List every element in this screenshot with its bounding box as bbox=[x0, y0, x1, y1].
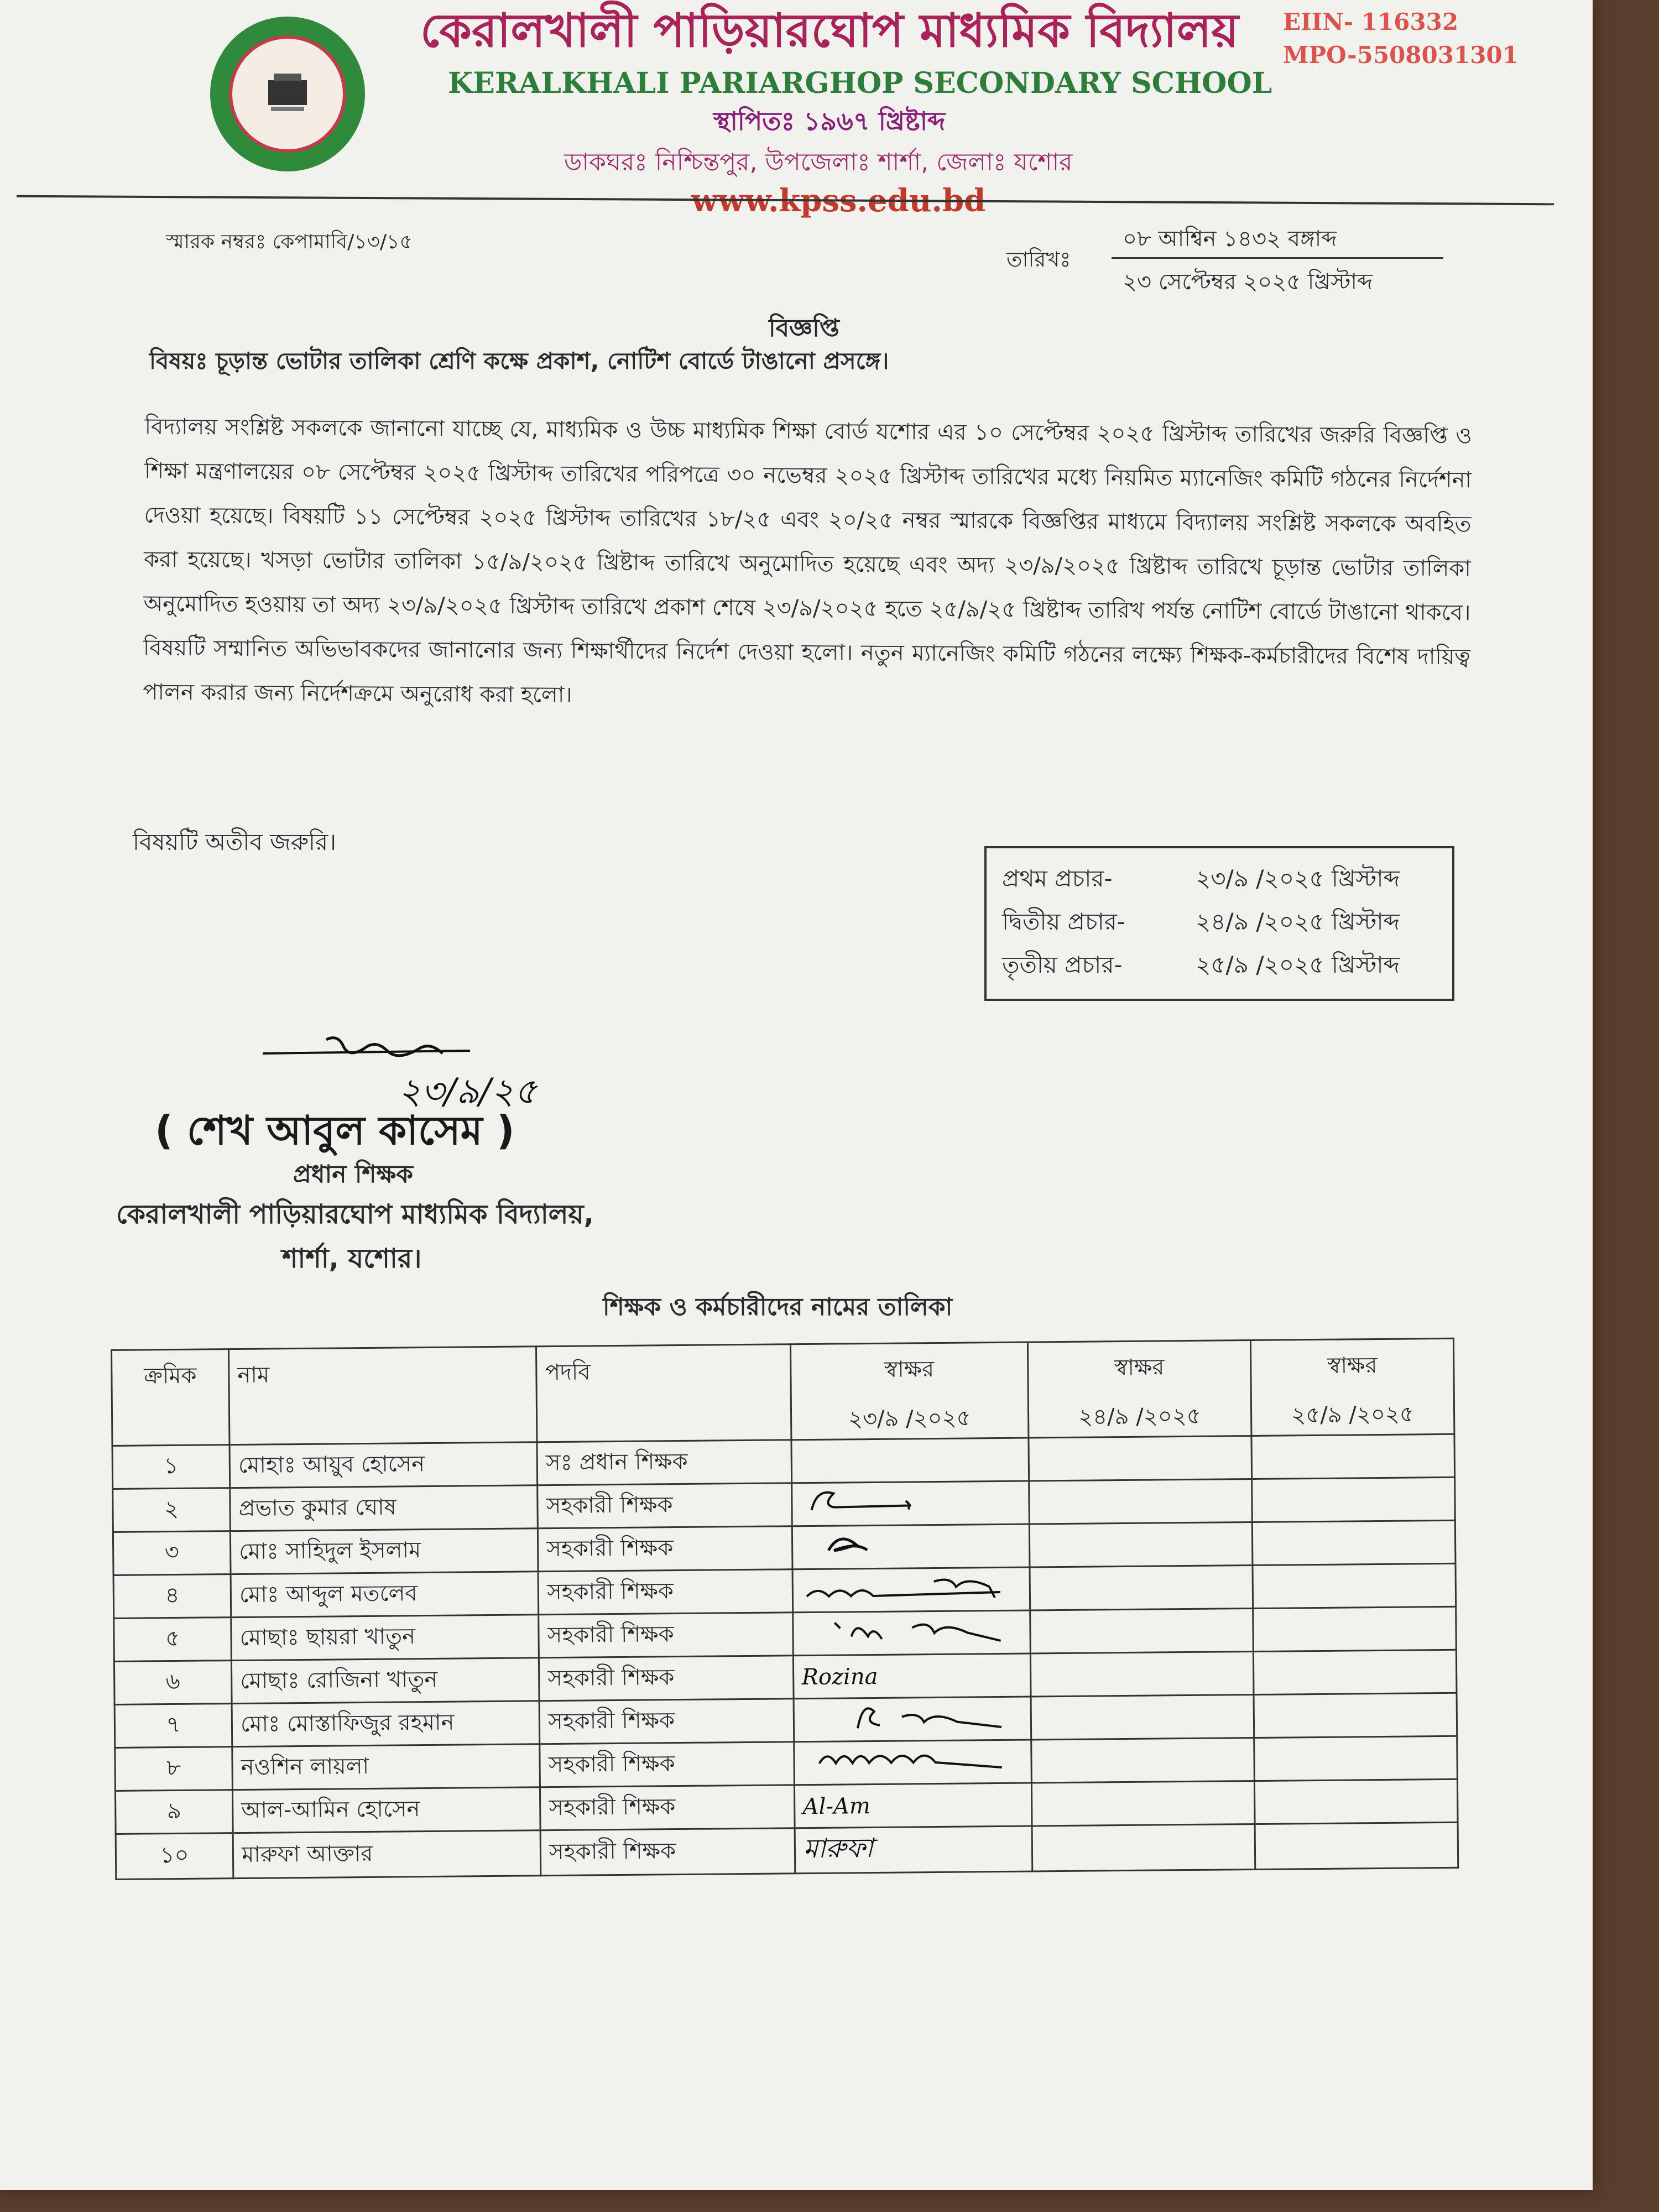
handwritten-signature bbox=[801, 1569, 1011, 1604]
date-bangla: ০৮ আশ্বিন ১৪৩২ বঙ্গাব্দ bbox=[1123, 226, 1337, 252]
cell-serial: ৫ bbox=[114, 1618, 232, 1662]
date-divider bbox=[1112, 257, 1443, 259]
date-gregorian: ২৩ সেপ্টেম্বর ২০২৫ খ্রিস্টাব্দ bbox=[1123, 269, 1373, 295]
staff-table-title: শিক্ষক ও কর্মচারীদের নামের তালিকা bbox=[603, 1293, 953, 1321]
cell-serial: ৭ bbox=[114, 1704, 232, 1748]
cell-serial: ৩ bbox=[113, 1531, 231, 1575]
col-sign-date: ২৫/৯ /২০২৫ bbox=[1291, 1401, 1415, 1428]
cell-post: সহকারী শিক্ষক bbox=[539, 1613, 793, 1658]
cell-sign-3 bbox=[1253, 1650, 1457, 1694]
col-sign-label: স্বাক্ষর bbox=[1327, 1353, 1378, 1379]
school-address: ডাকঘরঃ নিশ্চিন্তপুর, উপজেলাঃ শার্শা, জেলাঃ যশোর bbox=[564, 148, 1073, 176]
cell-name: মোঃ মোস্তাফিজুর রহমান bbox=[232, 1701, 540, 1747]
cell-post: সহকারী শিক্ষক bbox=[538, 1483, 792, 1528]
col-name: নাম bbox=[229, 1347, 538, 1445]
col-sign-label: স্বাক্ষর bbox=[1114, 1354, 1165, 1381]
eiin-number: EIIN- 116332 bbox=[1283, 8, 1459, 35]
cell-sign-2 bbox=[1031, 1738, 1254, 1783]
headmaster-designation: প্রধান শিক্ষক bbox=[293, 1160, 413, 1188]
cell-serial: ১০ bbox=[116, 1833, 233, 1880]
school-name-en: KERALKHALI PARIARGHOP SECONDARY SCHOOL bbox=[448, 66, 1272, 100]
signatory-place: শার্শা, যশোর। bbox=[282, 1243, 422, 1274]
cell-post: সহকারী শিক্ষক bbox=[540, 1785, 795, 1830]
cell-name: মারুফা আক্তার bbox=[233, 1830, 541, 1879]
cell-sign-2 bbox=[1029, 1522, 1253, 1567]
cell-sign-3 bbox=[1254, 1779, 1458, 1824]
cell-sign-3 bbox=[1255, 1822, 1458, 1869]
cell-name: মোঃ আব্দুল মতলেব bbox=[231, 1572, 539, 1618]
cell-serial: ৯ bbox=[115, 1790, 233, 1834]
handwritten-signature bbox=[802, 1699, 1013, 1734]
cell-serial: ৪ bbox=[113, 1574, 231, 1619]
cell-sign-3 bbox=[1253, 1563, 1456, 1608]
publication-row bbox=[1002, 945, 1437, 988]
cell-name: মোহাঃ আয়ুব হোসেন bbox=[229, 1442, 538, 1488]
cell-sign-1 bbox=[791, 1481, 1029, 1526]
col-post: পদবি bbox=[536, 1344, 791, 1442]
handwritten-signature bbox=[800, 1527, 928, 1562]
cell-sign-2 bbox=[1031, 1781, 1255, 1826]
publication-row bbox=[1002, 901, 1437, 945]
cell-sign-2 bbox=[1031, 1694, 1254, 1740]
publication-row bbox=[1002, 858, 1437, 901]
urgent-note: বিষয়টি অতীব জরুরি। bbox=[133, 828, 337, 855]
cell-post: সহকারী শিক্ষক bbox=[539, 1656, 794, 1701]
col-serial: ক্রমিক bbox=[112, 1349, 230, 1446]
cell-sign-1 bbox=[792, 1567, 1030, 1613]
staff-signature-table bbox=[111, 1338, 1459, 1880]
publication-label: প্রথম প্রচার- bbox=[1002, 864, 1113, 892]
cell-sign-1: Al-Am bbox=[794, 1783, 1032, 1828]
col-sign-3 bbox=[1250, 1338, 1454, 1436]
handwritten-signature bbox=[800, 1484, 928, 1519]
cell-sign-2 bbox=[1030, 1608, 1253, 1653]
publication-date: ২৩/৯ /২০২৫ খ্রিস্টাব্দ bbox=[1196, 864, 1400, 892]
publication-box bbox=[984, 846, 1454, 1001]
cell-sign-1 bbox=[792, 1524, 1030, 1569]
cell-name: নওশিন লায়লা bbox=[232, 1744, 540, 1790]
publication-date: ২৪/৯ /২০২৫ খ্রিস্টাব্দ bbox=[1196, 907, 1400, 935]
handwritten-signature bbox=[802, 1742, 1013, 1777]
signatory-school: কেরালখালী পাড়িয়ারঘোপ মাধ্যমিক বিদ্যালয়, bbox=[116, 1199, 594, 1230]
cell-post: সহকারী শিক্ষক bbox=[540, 1828, 795, 1876]
publication-label: দ্বিতীয় প্রচার- bbox=[1002, 907, 1126, 935]
cell-sign-1: Rozina bbox=[793, 1653, 1031, 1699]
cell-serial: ২ bbox=[113, 1488, 231, 1532]
mpo-number: MPO-5508031301 bbox=[1283, 41, 1519, 69]
notice-body: বিদ্যালয় সংশ্লিষ্ট সকলকে জানানো যাচ্ছে যে, মাধ্যমিক ও উচ্চ মাধ্যমিক শিক্ষা বোর্ড যশোর এর ১০ সেপ্টেম্বর ২০২৫ খ্রিস্টাব্দ তারিখের জরুরি বিজ্ঞপ্তি ও শিক্ষা মন্ত্রণালয়ের ০৮ সেপ্টেম্বর ২০২৫ খ্রিস্টাব্দ তারিখের পরিপত্রে ৩০ নভেম্বর ২০২৫ খ্রিস্টাব্দ তারিখের মধ্যে নিয়মিত ম্যানেজিং কমিটি গঠনের নির্দেশনা দেওয়া হয়েছে। বিষয়টি ১১ সেপ্টেম্বর ২০২৫ খ্রিস্টাব্দ তারিখের ১৮/২৫ এবং ২০/২৫ নম্বর স্মারকে বিজ্ঞপ্তির মাধ্যমে বিদ্যালয় সংশ্লিষ্ট সকলকে অবহিত করা হয়েছে। খসড়া ভোটার তালিকা ১৫/৯/২০২৫ খ্রিষ্টাব্দ তারিখে অনুমোদিত হয়েছে এবং অদ্য ২৩/৯/২০২৫ খ্রিষ্টাব্দ তারিখে চূড়ান্ত ভোটার তালিকা অনুমোদিত হওয়ায় তা অদ্য ২৩/৯/২০২৫ খ্রিস্টাব্দ তারিখে প্রকাশ শেষে ২৩/৯/২০২৫ হতে ২৫/৯/২৫ খ্রিষ্টাব্দ তারিখ পর্যন্ত নোটিশ বোর্ডে টাঙানো থাকবে। বিষয়টি সম্মানিত অভিভাবকদের জানানোর জন্য শিক্ষার্থীদের নির্দেশ দেওয়া হলো। নতুন ম্যানেজিং কমিটি গঠনের লক্ষ্যে শিক্ষক-কর্মচারীদের বিশেষ দায়িত্ব পালন করার জন্য নির্দেশক্রমে অনুরোধ করা হলো। bbox=[143, 414, 1472, 708]
cell-serial: ১ bbox=[112, 1445, 230, 1489]
cell-sign-2 bbox=[1030, 1565, 1253, 1610]
col-sign-2 bbox=[1027, 1340, 1251, 1438]
col-sign-date: ২৩/৯ /২০২৫ bbox=[848, 1405, 971, 1432]
table-header-row bbox=[112, 1338, 1454, 1446]
cell-sign-1: মারুফা bbox=[795, 1826, 1032, 1874]
book-icon bbox=[263, 69, 312, 119]
cell-name: মোছাঃ রোজিনা খাতুন bbox=[232, 1658, 540, 1704]
col-sign-date: ২৪/৯ /২০২৫ bbox=[1078, 1403, 1201, 1430]
memo-number: স্মারক নম্বরঃ কেপামাবি/১৩/১৫ bbox=[166, 231, 413, 253]
cell-sign-2 bbox=[1029, 1479, 1252, 1525]
cell-sign-2 bbox=[1029, 1436, 1252, 1481]
cell-sign-1 bbox=[794, 1697, 1031, 1742]
cell-name: মোছাঃ ছায়রা খাতুন bbox=[231, 1615, 539, 1661]
cell-post: সঃ প্রধান শিক্ষক bbox=[537, 1440, 791, 1485]
cell-post: সহকারী শিক্ষক bbox=[540, 1742, 794, 1787]
cell-name: প্রভাত কুমার ঘোষ bbox=[230, 1485, 538, 1531]
notice-subject: বিষয়ঃ চূড়ান্ত ভোটার তালিকা শ্রেণি কক্ষে প্রকাশ, নোটিশ বোর্ডে টাঙানো প্রসঙ্গে। bbox=[149, 347, 889, 374]
cell-serial: ৬ bbox=[114, 1661, 232, 1705]
cell-serial: ৮ bbox=[115, 1747, 233, 1791]
publication-label: তৃতীয় প্রচার- bbox=[1002, 951, 1123, 978]
cell-sign-1 bbox=[791, 1438, 1029, 1483]
cell-sign-1 bbox=[794, 1740, 1031, 1785]
cell-name: মোঃ সাহিদুল ইসলাম bbox=[230, 1528, 538, 1574]
cell-sign-2 bbox=[1030, 1651, 1254, 1697]
crest-inner bbox=[229, 35, 346, 153]
school-name-bn: কেরালখালী পাড়িয়ারঘোপ মাধ্যমিক বিদ্যালয় bbox=[420, 3, 1239, 58]
col-sign-label: স্বাক্ষর bbox=[884, 1357, 935, 1383]
cell-sign-3 bbox=[1254, 1693, 1457, 1738]
cell-post: সহকারী শিক্ষক bbox=[538, 1526, 792, 1572]
date-label: তারিখঃ bbox=[1006, 247, 1071, 272]
col-sign-1 bbox=[790, 1342, 1029, 1440]
headmaster-name: ( শেখ আবুল কাসেম ) bbox=[155, 1107, 515, 1154]
cell-sign-3 bbox=[1254, 1736, 1458, 1781]
cell-sign-3 bbox=[1251, 1434, 1455, 1479]
cell-name: আল-আমিন হোসেন bbox=[233, 1787, 541, 1833]
cell-sign-1 bbox=[792, 1610, 1030, 1656]
handwritten-signature bbox=[801, 1613, 1012, 1647]
cell-post: সহকারী শিক্ষক bbox=[539, 1699, 794, 1744]
cell-sign-3 bbox=[1253, 1606, 1457, 1651]
cell-sign-3 bbox=[1252, 1477, 1455, 1522]
publication-date: ২৫/৯ /২০২৫ খ্রিস্টাব্দ bbox=[1196, 951, 1400, 978]
cell-sign-3 bbox=[1252, 1520, 1455, 1565]
established-line: স্থাপিতঃ ১৯৬৭ খ্রিষ্টাব্দ bbox=[713, 106, 946, 136]
cell-sign-2 bbox=[1032, 1824, 1255, 1871]
school-crest-icon bbox=[210, 17, 365, 171]
notice-title: বিজ্ঞপ্তি bbox=[769, 314, 839, 342]
cell-post: সহকারী শিক্ষক bbox=[538, 1569, 792, 1615]
signature-date: ২৩/৯/২৫ bbox=[398, 1071, 538, 1112]
